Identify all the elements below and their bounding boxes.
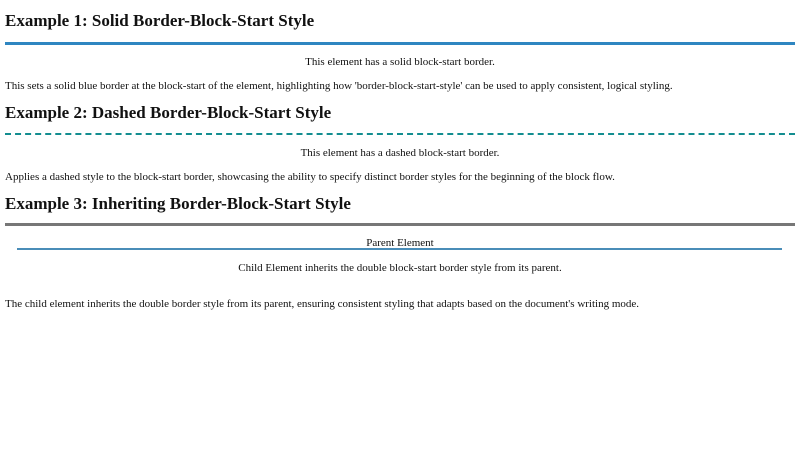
example-2-description: Applies a dashed style to the block-start border, showcasing the ability to specify distinct border styles for the beginning of the block flow. xyxy=(5,171,615,183)
example-3-description: The child element inherits the double border style from its parent, ensuring consistent styling that adapts based on the document's writing mode. xyxy=(5,298,640,310)
example-1-heading: Example 1: Solid Border-Block-Start Style xyxy=(5,11,315,30)
example-3-heading: Example 3: Inheriting Border-Block-Start Style xyxy=(5,194,351,213)
child-element-text: Child Element inherits the double block-start border style from its parent. xyxy=(238,262,562,274)
dashed-box-text: This element has a dashed block-start border. xyxy=(300,147,500,159)
example-2-heading: Example 2: Dashed Border-Block-Start Style xyxy=(5,103,332,122)
dashed-border-box xyxy=(5,133,795,135)
solid-border-box xyxy=(5,42,795,45)
parent-border xyxy=(5,223,795,226)
solid-box-text: This element has a solid block-start border. xyxy=(305,56,495,68)
example-1-description: This sets a solid blue border at the block-start of the element, highlighting how 'border-block-start-style' can be used to apply consistent, logical styling. xyxy=(5,80,673,92)
parent-element-text: Parent Element xyxy=(366,237,434,249)
child-border xyxy=(17,248,782,250)
